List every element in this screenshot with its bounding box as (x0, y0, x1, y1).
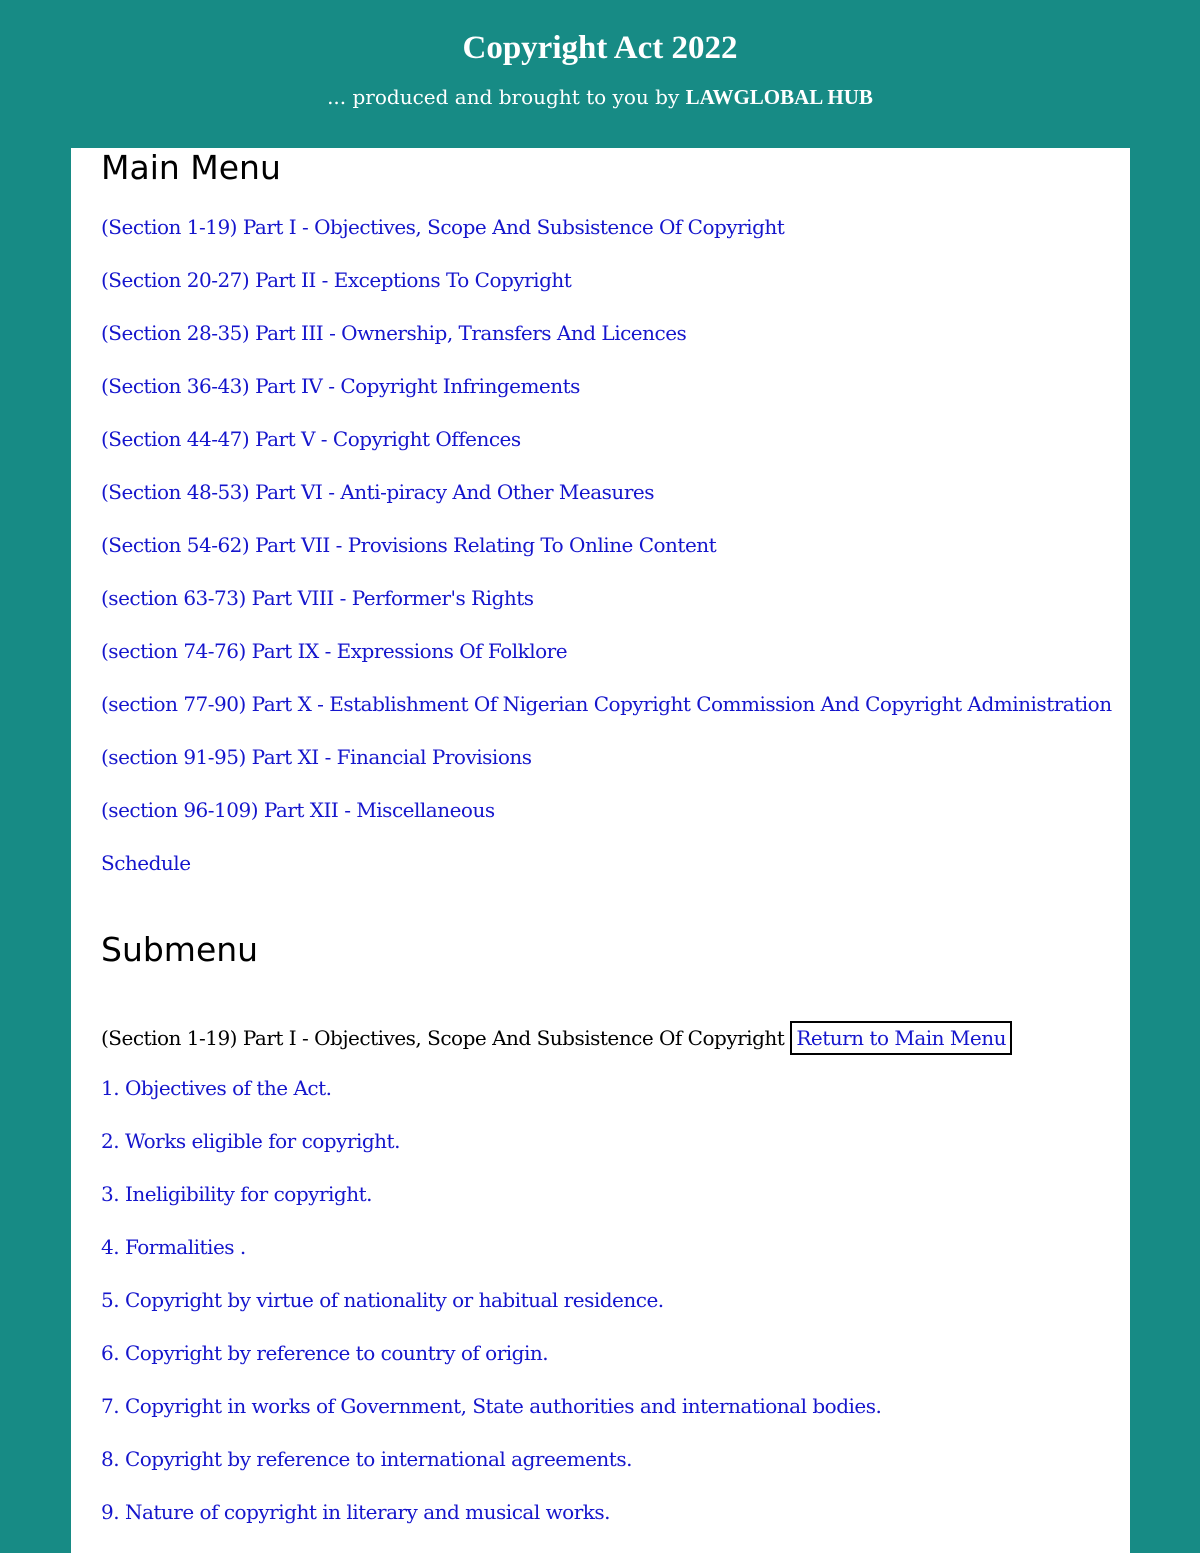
menu-link-part-9[interactable]: (section 74-76) Part IX - Expressions Of Folklore (101, 639, 568, 663)
submenu-link-section-4[interactable]: 4. Formalities . (101, 1235, 246, 1259)
menu-list-item (101, 530, 1112, 583)
menu-link-part-10[interactable]: (section 77-90) Part X - Establishment Of Nigerian Copyright Commission And Copyright Administration (101, 692, 1112, 716)
current-part-label: (Section 1-19) Part I - Objectives, Scope And Subsistence Of Copyright (101, 1026, 785, 1050)
main-menu-heading: Main Menu (101, 148, 281, 187)
submenu-list-item (101, 1179, 881, 1232)
menu-list-item (101, 371, 1112, 424)
submenu-list-item (101, 1126, 881, 1179)
submenu-link-section-2[interactable]: 2. Works eligible for copyright. (101, 1129, 400, 1153)
menu-link-part-3[interactable]: (Section 28-35) Part III - Ownership, Transfers And Licences (101, 321, 687, 345)
menu-list-item (101, 424, 1112, 477)
submenu-heading: Submenu (101, 930, 259, 969)
menu-list-item (101, 583, 1112, 636)
menu-link-part-4[interactable]: (Section 36-43) Part IV - Copyright Infringements (101, 374, 580, 398)
current-part-row (101, 1021, 1012, 1055)
submenu-list (101, 1073, 881, 1550)
submenu-list-item (101, 1232, 881, 1285)
submenu-list-item (101, 1285, 881, 1338)
tagline-prefix: ... produced and brought to you by (327, 85, 680, 109)
site-tagline (0, 69, 1200, 110)
menu-link-part-11[interactable]: (section 91-95) Part XI - Financial Provisions (101, 745, 532, 769)
submenu-list-item (101, 1391, 881, 1444)
tagline-brand: LAWGLOBAL HUB (685, 85, 873, 109)
menu-list-item (101, 212, 1112, 265)
submenu-link-section-7[interactable]: 7. Copyright in works of Government, State authorities and international bodies. (101, 1394, 882, 1418)
submenu-list-item (101, 1444, 881, 1497)
menu-link-part-8[interactable]: (section 63-73) Part VIII - Performer's Rights (101, 586, 534, 610)
menu-list-item (101, 477, 1112, 530)
menu-list-item (101, 848, 1112, 901)
menu-list-item (101, 636, 1112, 689)
menu-list-item (101, 795, 1112, 848)
submenu-link-section-8[interactable]: 8. Copyright by reference to international agreements. (101, 1447, 632, 1471)
submenu-list-item (101, 1338, 881, 1391)
site-header (0, 0, 1200, 148)
main-menu-list (101, 212, 1112, 901)
submenu-link-section-6[interactable]: 6. Copyright by reference to country of origin. (101, 1341, 549, 1365)
menu-list-item (101, 265, 1112, 318)
return-to-main-menu-button[interactable]: Return to Main Menu (790, 1021, 1012, 1055)
menu-link-part-1[interactable]: (Section 1-19) Part I - Objectives, Scope And Subsistence Of Copyright (101, 215, 785, 239)
menu-list-item (101, 689, 1112, 742)
menu-list-item (101, 318, 1112, 371)
menu-link-part-5[interactable]: (Section 44-47) Part V - Copyright Offences (101, 427, 521, 451)
content-panel (71, 148, 1130, 1553)
menu-link-part-6[interactable]: (Section 48-53) Part VI - Anti-piracy And Other Measures (101, 480, 654, 504)
menu-list-item (101, 742, 1112, 795)
submenu-link-section-9[interactable]: 9. Nature of copyright in literary and musical works. (101, 1500, 611, 1524)
submenu-link-section-1[interactable]: 1. Objectives of the Act. (101, 1076, 332, 1100)
menu-link-part-12[interactable]: (section 96-109) Part XII - Miscellaneous (101, 798, 495, 822)
submenu-link-section-5[interactable]: 5. Copyright by virtue of nationality or habitual residence. (101, 1288, 664, 1312)
menu-link-part-7[interactable]: (Section 54-62) Part VII - Provisions Relating To Online Content (101, 533, 717, 557)
site-title: Copyright Act 2022 (462, 30, 738, 66)
menu-link-schedule[interactable]: Schedule (101, 851, 191, 875)
submenu-list-item (101, 1073, 881, 1126)
submenu-list-item (101, 1497, 881, 1550)
submenu-link-section-3[interactable]: 3. Ineligibility for copyright. (101, 1182, 372, 1206)
menu-link-part-2[interactable]: (Section 20-27) Part II - Exceptions To Copyright (101, 268, 572, 292)
